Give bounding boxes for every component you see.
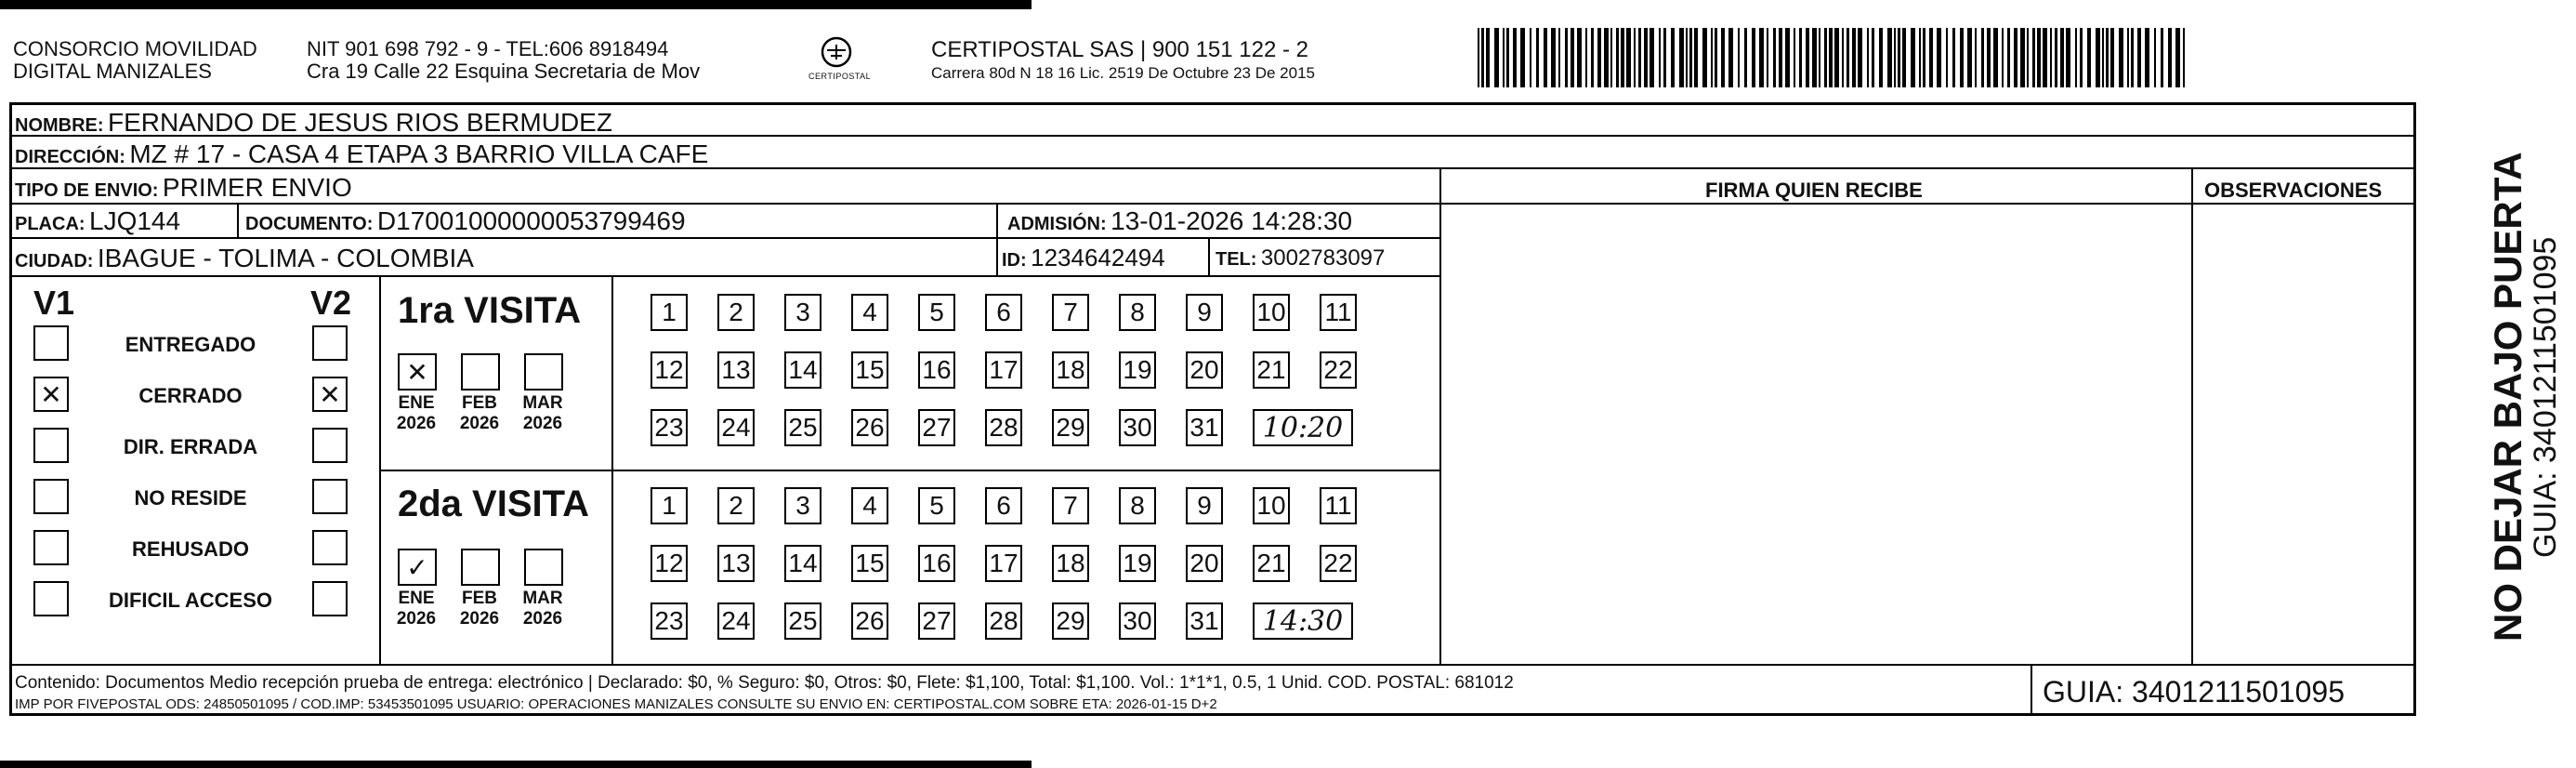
barcode-bar [1721,28,1725,87]
divider-observations [2191,167,2193,664]
recipient-name: FERNANDO DE JESUS RIOS BERMUDEZ [108,108,612,137]
second-visit-day-cell[interactable]: 1 [651,487,688,524]
first-visit-month-label: MAR [522,393,563,413]
first-visit-day-cell[interactable]: 29 [1052,409,1089,446]
barcode-bar [2060,28,2064,87]
id-row [1002,245,1165,270]
id-value: 1234642494 [1031,244,1165,271]
v1-checkbox[interactable] [33,530,69,565]
first-visit-month-mark: ✕ [406,356,428,388]
status-label: NO RESIDE [134,486,247,510]
document-value: D17001000000053799469 [376,206,686,235]
admission-label: ADMISIÓN: [1007,214,1107,234]
barcode-bar [1644,28,1648,87]
certipostal-logo [820,35,853,69]
v2-checkbox-mark [314,532,346,563]
barcode-bar [1494,28,1499,87]
print-line: IMP POR FIVEPOSTAL ODS: 24850501095 / COD.IMP: 53453501095 USUARIO: OPERACIONES MANIZALES CONSULTE SU ENVIO EN: CERTIPOSTAL.COM SOBRE ETA: 2026-01-15 D+2 [15,696,1217,712]
second-visit-day-cell[interactable]: 17 [985,545,1022,582]
barcode-bar [1752,28,1755,87]
barcode-bar [1621,28,1624,87]
carrier-name: CERTIPOSTAL SAS | 900 151 122 - 2 [931,37,1308,62]
barcode-bar [1506,28,1509,87]
barcode-bar [1610,28,1612,87]
second-visit-day-cell[interactable]: 6 [985,487,1022,524]
barcode-bar [1773,28,1776,87]
v2-checkbox[interactable] [312,377,348,412]
first-visit-day-cell[interactable]: 1 [651,294,688,331]
second-visit-year-label: 2026 [522,609,563,629]
first-visit-year-label: 2026 [396,414,437,433]
barcode-bar [1694,28,1698,87]
barcode-bar [1686,28,1688,87]
barcode-bar [1679,28,1684,87]
first-visit-year-label: 2026 [459,414,500,433]
v1-checkbox-mark [35,583,67,615]
second-visit-month-label: MAR [522,589,563,608]
barcode-bar [1634,28,1636,87]
first-visit-month-label: FEB [462,393,497,413]
second-visit-month-label: ENE [398,589,435,608]
rule-footer [9,664,2416,666]
barcode-bar [1894,28,1896,87]
divider-guide [2031,664,2032,716]
first-visit-day-cell[interactable]: 24 [717,409,755,446]
second-visit-day-cell[interactable]: 7 [1052,487,1089,524]
v1-checkbox-mark [35,532,67,563]
observations-header: OBSERVACIONES [2204,179,2383,202]
barcode-bar [1829,28,1833,87]
first-visit-day-cell[interactable]: 19 [1119,351,1156,389]
name-row [15,110,612,136]
v2-checkbox[interactable] [312,581,348,616]
side-guide-number: GUIA: 3401211501095 [2528,236,2563,558]
barcode-bar [1819,28,1820,87]
second-visit-day-cell[interactable]: 13 [717,545,755,582]
barcode-bar [1711,28,1713,87]
barcode-bar [1898,28,1900,87]
barcode-bar [2020,28,2025,87]
second-visit-year-label: 2026 [396,609,437,629]
barcode-bar [1842,28,1844,87]
barcode-bar [1987,28,1991,87]
v2-checkbox-mark [314,327,346,359]
second-visit-month-checkbox[interactable] [461,549,500,586]
first-visit-day-cell[interactable]: 2 [717,294,755,331]
first-visit-day-cell[interactable]: 21 [1253,351,1290,389]
barcode-bar [2096,28,2100,87]
second-visit-day-cell[interactable]: 21 [1253,545,1290,582]
second-visit-day-cell[interactable]: 8 [1119,487,1156,524]
content-line: Contenido: Documentos Medio recepción prueba de entrega: electrónico | Declarado: $0, % Seguro: $0, Otros: $0, Flete: $1,100, Total: $1,100. Vol.: 1*1*1, 0.5, 1 Unid. COD. POSTAL: 681012 [15,673,1514,693]
barcode-bar [1486,28,1490,87]
first-visit-day-cell[interactable]: 23 [651,409,688,446]
second-visit-day-cell[interactable]: 14 [784,545,821,582]
document-label: DOCUMENTO: [245,214,374,234]
second-visit-day-cell[interactable]: 23 [651,602,688,640]
plate-row [15,208,180,234]
barcode-bar [1806,28,1809,87]
second-visit-month-mark [463,550,498,584]
second-visit-title: 2da VISITA [398,483,589,524]
first-visit-month-label: ENE [398,393,435,413]
second-visit-day-cell[interactable]: 22 [1320,545,1357,582]
barcode-bar [1960,28,1964,87]
type-row [15,175,352,201]
status-label: REHUSADO [132,537,249,561]
second-visit-day-cell[interactable]: 24 [717,602,755,640]
barcode-bar [1923,28,1925,87]
carrier-license: Carrera 80d N 18 16 Lic. 2519 De Octubre 23 De 2015 [931,64,1315,82]
city-label: CIUDAD: [15,251,94,271]
v2-checkbox[interactable] [312,479,348,514]
second-visit-day-cell[interactable]: 31 [1186,602,1223,640]
second-visit-year-label: 2026 [459,609,500,629]
company-name-line2: DIGITAL MANIZALES [13,60,212,83]
barcode-bar [1604,28,1609,87]
barcode-bar [1565,28,1568,87]
barcode-bar [1659,28,1661,87]
rule-type [9,203,2416,205]
barcode-bar [1738,28,1740,87]
type-label: TIPO DE ENVIO: [15,180,159,201]
first-visit-day-cell[interactable]: 17 [985,351,1022,389]
barcode-bar [1759,28,1764,87]
first-visit-month-checkbox[interactable] [461,353,500,391]
first-visit-title: 1ra VISITA [398,290,582,331]
v2-checkbox[interactable] [312,428,348,463]
barcode-bar [1577,28,1582,87]
first-visit-day-cell[interactable]: 7 [1052,294,1089,331]
barcode-bar [1858,28,1862,87]
barcode-bar [1597,28,1601,87]
address-label: DIRECCIÓN: [15,147,125,167]
barcode-bar [1967,28,1972,87]
v2-checkbox[interactable] [312,530,348,565]
barcode-bar [1649,28,1654,87]
guide-number-box: GUIA: 3401211501095 [2043,675,2345,708]
barcode-bar [1503,28,1505,87]
barcode-bar [2007,28,2010,87]
barcode [1478,28,2193,87]
barcode-bar [2168,28,2172,87]
recipient-address: MZ # 17 - CASA 4 ETAPA 3 BARRIO VILLA CAFE [129,139,709,168]
second-visit-day-cell[interactable]: 30 [1119,602,1156,640]
second-visit-day-cell[interactable]: 28 [985,602,1022,640]
barcode-bar [1536,28,1539,87]
second-visit-day-cell[interactable]: 29 [1052,602,1089,640]
v2-label: V2 [310,284,352,322]
second-visit-month-label: FEB [462,589,497,608]
second-visit-day-cell[interactable]: 12 [651,545,688,582]
barcode-bar [1993,28,1998,87]
v1-checkbox[interactable] [33,479,69,514]
status-label: DIFICIL ACCESO [108,589,272,612]
barcode-bar [1937,28,1941,87]
first-visit-day-cell[interactable]: 12 [651,351,688,389]
second-visit-day-cell[interactable]: 26 [851,602,888,640]
barcode-bar [1551,28,1556,87]
barcode-bar [1911,28,1915,87]
second-visit-day-cell[interactable]: 4 [851,487,888,524]
v1-checkbox[interactable] [33,377,69,412]
plate-label: PLACA: [15,214,85,234]
second-visit-day-cell[interactable]: 19 [1119,545,1156,582]
barcode-bar [2154,28,2156,87]
second-visit-day-cell[interactable]: 18 [1052,545,1089,582]
v2-checkbox[interactable] [312,325,348,361]
first-visit-day-cell[interactable]: 5 [918,294,955,331]
first-visit-day-cell[interactable]: 20 [1186,351,1223,389]
second-visit-time-box: 14:30 [1253,602,1353,640]
admission-row [1007,208,1352,234]
barcode-bar [1558,28,1560,87]
first-visit-day-cell[interactable]: 22 [1320,351,1357,389]
barcode-bar [1481,28,1484,87]
first-visit-day-cell[interactable]: 10 [1253,294,1290,331]
barcode-bar [1544,28,1547,87]
first-visit-day-cell[interactable]: 26 [851,409,888,446]
v1-checkbox-mark: ✕ [40,378,62,410]
address-row [15,141,708,167]
tel-value: 3002783097 [1260,245,1386,271]
second-visit-day-cell[interactable]: 10 [1253,487,1290,524]
barcode-bar [1867,28,1869,87]
v1-checkbox-mark [35,481,67,512]
barcode-bar [2002,28,2004,87]
id-label: ID: [1002,250,1027,271]
barcode-bar [2175,28,2180,87]
nit-phone: NIT 901 698 792 - 9 - TEL:606 8918494 [307,37,669,60]
barcode-bar [1571,28,1574,87]
barcode-bar [1616,28,1619,87]
second-visit-month-mark [526,550,561,584]
barcode-bar [2110,28,2114,87]
first-visit-day-cell[interactable]: 18 [1052,351,1089,389]
first-visit-day-cell[interactable]: 14 [784,351,821,389]
v1-checkbox[interactable] [33,325,69,361]
barcode-bar [1626,28,1631,87]
barcode-bar [2119,28,2123,87]
second-visit-day-cell[interactable]: 11 [1320,487,1357,524]
barcode-bar [2161,28,2163,87]
barcode-bar [1779,28,1782,87]
second-visit-day-cell[interactable]: 15 [851,545,888,582]
first-visit-day-cell[interactable]: 4 [851,294,888,331]
second-visit-day-cell[interactable]: 27 [918,602,955,640]
barcode-bar [1785,28,1790,87]
barcode-bar [1671,28,1675,87]
first-visit-day-cell[interactable]: 30 [1119,409,1156,446]
barcode-bar [2037,28,2041,87]
barcode-bar [1879,28,1883,87]
barcode-bar [2127,28,2129,87]
barcode-bar [2066,28,2070,87]
second-visit-month-mark: ✓ [406,551,428,583]
first-visit-month-checkbox[interactable] [524,353,563,391]
barcode-bar [2131,28,2134,87]
first-visit-day-cell[interactable]: 9 [1186,294,1223,331]
first-visit-month-checkbox[interactable] [398,353,437,391]
first-visit-day-cell[interactable]: 11 [1320,294,1357,331]
barcode-bar [1799,28,1802,87]
v2-checkbox-mark [314,430,346,461]
barcode-bar [2043,28,2047,87]
top-black-bar [0,0,1032,9]
v2-checkbox-mark [314,481,346,512]
barcode-bar [1847,28,1849,87]
barcode-bar [2137,28,2141,87]
barcode-bar [1812,28,1817,87]
barcode-bar [2050,28,2052,87]
v1-label: V1 [33,284,75,322]
barcode-bar [1744,28,1747,87]
second-visit-day-cell[interactable]: 9 [1186,487,1223,524]
v1-checkbox[interactable] [33,428,69,463]
v2-checkbox-mark [314,583,346,615]
company-name-line1: CONSORCIO MOVILIDAD [13,37,257,60]
v1-checkbox-mark [35,327,67,359]
admission-value: 13-01-2026 14:28:30 [1111,206,1353,235]
v1-checkbox[interactable] [33,581,69,616]
barcode-bar [1946,28,1948,87]
first-visit-day-cell[interactable]: 28 [985,409,1022,446]
name-label: NOMBRE: [15,115,104,136]
v1-checkbox-mark [35,430,67,461]
barcode-bar [1929,28,1933,87]
barcode-bar [1794,28,1795,87]
tel-label: TEL: [1216,249,1257,270]
first-visit-day-cell[interactable]: 15 [851,351,888,389]
divider-admission [996,203,998,275]
first-visit-day-cell[interactable]: 31 [1186,409,1223,446]
barcode-bar [1872,28,1874,87]
barcode-bar [2102,28,2104,87]
barcode-bar [2075,28,2077,87]
barcode-bar [1824,28,1827,87]
barcode-bar [1663,28,1666,87]
first-visit-year-label: 2026 [522,414,563,433]
second-visit-day-cell[interactable]: 25 [784,602,821,640]
barcode-bar [2145,28,2149,87]
barcode-bar [1728,28,1733,87]
divider-signature [1439,167,1441,664]
second-visit-month-checkbox[interactable] [524,549,563,586]
barcode-bar [1591,28,1594,87]
v2-checkbox-mark: ✕ [319,378,341,410]
first-visit-day-cell[interactable]: 16 [918,351,955,389]
barcode-bar [1981,28,1984,87]
first-visit-month-mark [463,355,498,389]
barcode-bar [1513,28,1517,87]
first-visit-day-cell[interactable]: 27 [918,409,955,446]
tel-row [1216,247,1385,270]
barcode-bar [1478,28,1479,87]
second-visit-day-cell[interactable]: 3 [784,487,821,524]
company-address: Cra 19 Calle 22 Esquina Secretaria de Mov [307,60,701,83]
barcode-bar [2183,28,2185,87]
first-visit-day-cell[interactable]: 25 [784,409,821,446]
first-visit-day-cell[interactable]: 13 [717,351,755,389]
barcode-bar [1520,28,1525,87]
barcode-bar [1530,28,1531,87]
status-label: DIR. ERRADA [123,435,258,458]
first-visit-day-cell[interactable]: 8 [1119,294,1156,331]
first-visit-day-cell[interactable]: 3 [784,294,821,331]
barcode-bar [2106,28,2109,87]
status-label: ENTREGADO [125,333,256,356]
second-visit-day-cell[interactable]: 2 [717,487,755,524]
document-row [245,208,686,234]
barcode-bar [1952,28,1955,87]
second-visit-month-checkbox[interactable] [398,549,437,586]
first-visit-month-mark [526,355,561,389]
first-visit-time-box: 10:20 [1253,409,1353,446]
barcode-bar [2080,28,2083,87]
barcode-bar [1638,28,1641,87]
barcode-bar [2027,28,2029,87]
divider-plate-doc [237,203,239,238]
barcode-bar [1702,28,1707,87]
divider-second-visit [379,470,1439,471]
barcode-bar [1887,28,1892,87]
second-visit-day-cell[interactable]: 16 [918,545,955,582]
logo-caption: CERTIPOSTAL [808,72,872,81]
status-label: CERRADO [138,384,243,407]
rule-city [9,275,1440,277]
barcode-bar [2055,28,2057,87]
barcode-bar [2087,28,2091,87]
certipostal-logo-icon [820,35,853,69]
barcode-graphic [1478,28,2193,87]
divider-tel [1208,237,1210,275]
barcode-bar [1585,28,1587,87]
no-under-door-warning: NO DEJAR BAJO PUERTA [2486,152,2530,642]
shipment-type: PRIMER ENVIO [162,173,352,202]
plate-value: LJQ144 [89,206,181,235]
second-visit-day-cell[interactable]: 20 [1186,545,1223,582]
second-visit-day-cell[interactable]: 5 [918,487,955,524]
barcode-bar [1919,28,1921,87]
barcode-bar [1689,28,1692,87]
barcode-bar [2032,28,2035,87]
barcode-bar [1834,28,1839,87]
city-value: IBAGUE - TOLIMA - COLOMBIA [97,244,474,272]
signature-header: FIRMA QUIEN RECIBE [1705,179,1923,202]
barcode-bar [1852,28,1856,87]
first-visit-day-cell[interactable]: 6 [985,294,1022,331]
barcode-bar [1902,28,1906,87]
rule-plate [9,237,1440,239]
city-row [15,245,474,271]
barcode-bar [2014,28,2017,87]
barcode-bar [1767,28,1768,87]
barcode-bar [1715,28,1717,87]
bottom-black-bar [0,761,1032,768]
barcode-bar [1975,28,1977,87]
